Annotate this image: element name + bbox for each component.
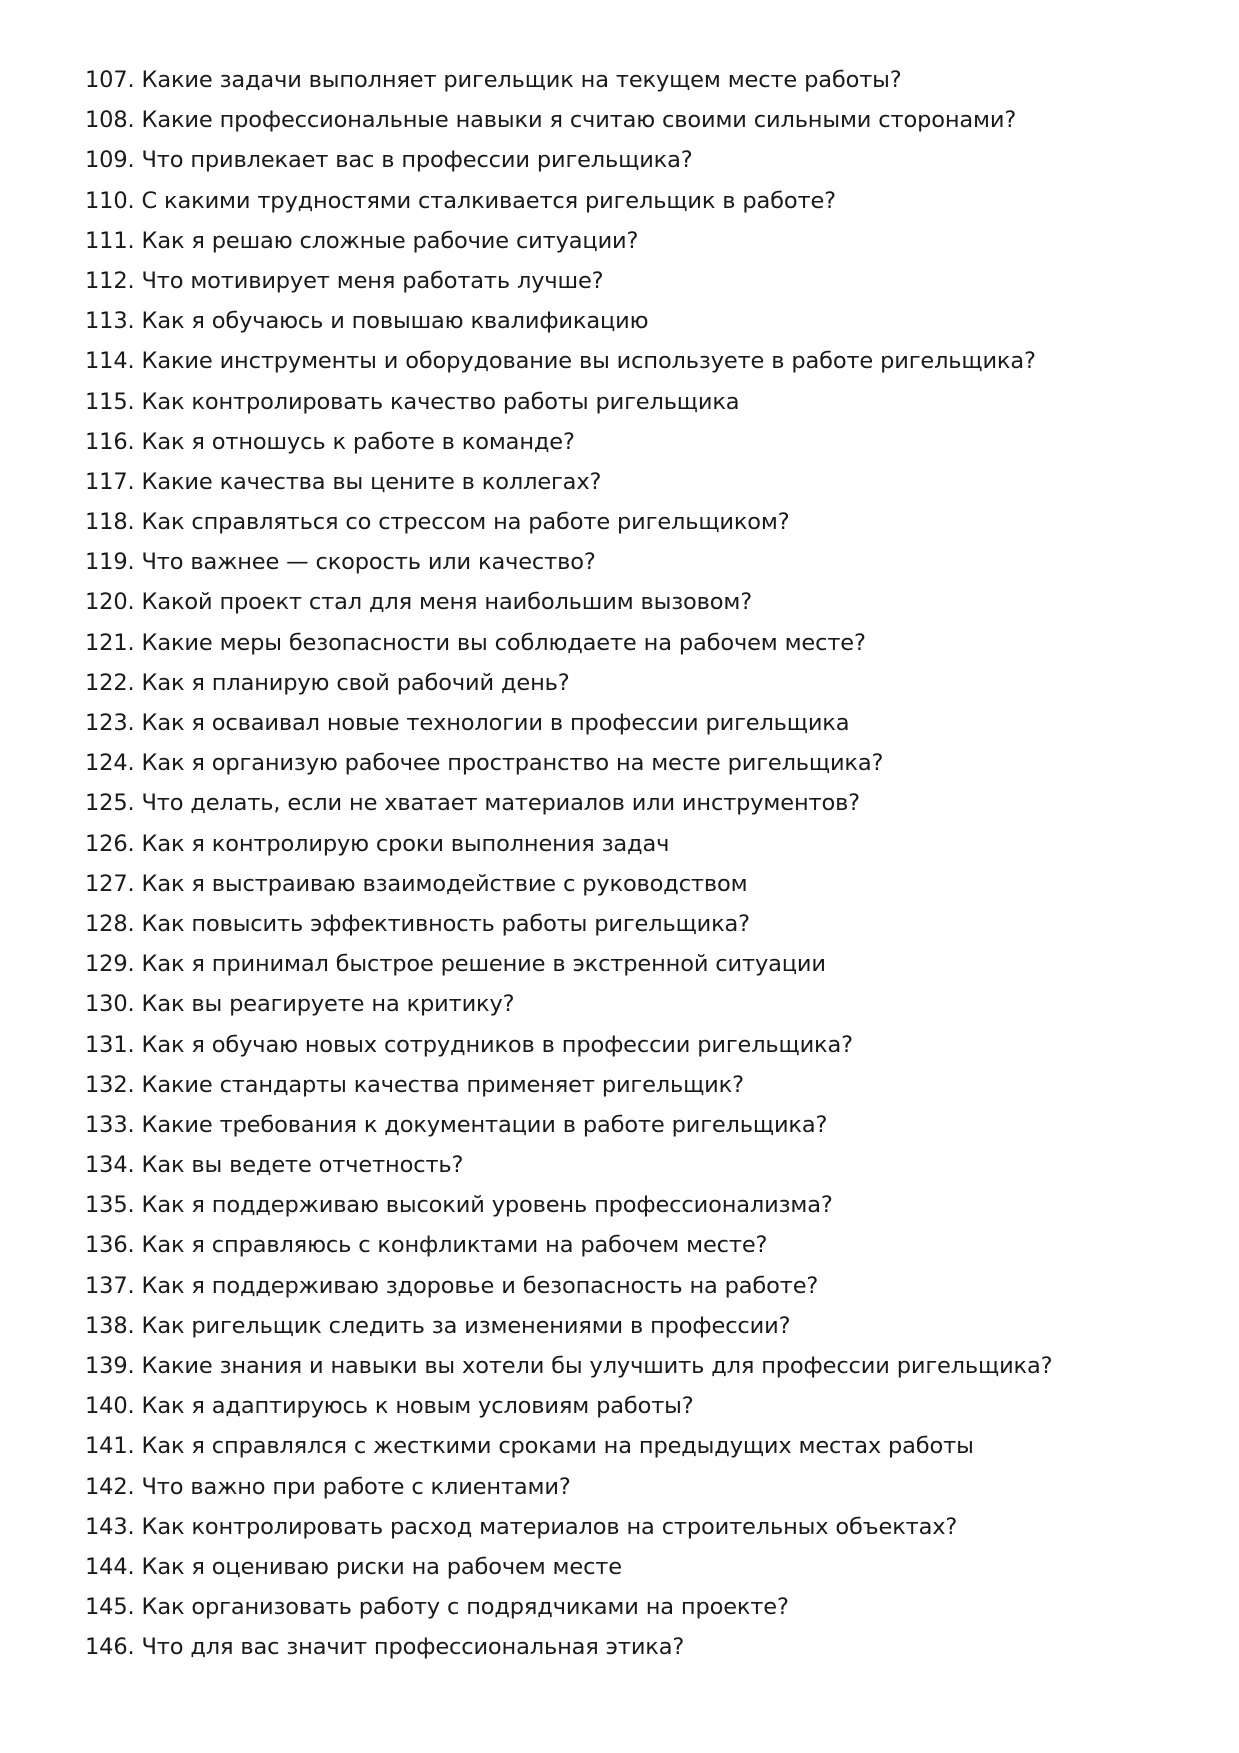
list-item: 118. Как справляться со стрессом на работе ригельщиком? [85,509,790,536]
list-item: 108. Какие профессиональные навыки я считаю своими сильными сторонами? [85,107,1017,134]
list-item: 121. Какие меры безопасности вы соблюдаете на рабочем месте? [85,629,866,656]
list-item: 117. Какие качества вы цените в коллегах? [85,468,602,495]
list-item: 137. Как я поддерживаю здоровье и безопасность на работе? [85,1272,819,1299]
list-item: 129. Как я принимал быстрое решение в экстренной ситуации [85,951,826,978]
question-list [85,60,1165,1668]
list-item: 112. Что мотивирует меня работать лучше? [85,267,604,294]
list-item: 134. Как вы ведете отчетность? [85,1152,464,1179]
list-item: 138. Как ригельщик следить за изменениями в профессии? [85,1312,791,1339]
list-item: 119. Что важнее — скорость или качество? [85,549,596,576]
list-item: 116. Как я отношусь к работе в команде? [85,428,575,455]
list-item: 143. Как контролировать расход материалов на строительных объектах? [85,1513,958,1540]
list-item: 144. Как я оцениваю риски на рабочем месте [85,1553,622,1580]
list-item: 136. Как я справляюсь с конфликтами на рабочем месте? [85,1232,768,1259]
list-item: 135. Как я поддерживаю высокий уровень профессионализма? [85,1192,833,1219]
list-item: 142. Что важно при работе с клиентами? [85,1473,571,1500]
list-item: 113. Как я обучаюсь и повышаю квалификацию [85,308,649,335]
list-item: 115. Как контролировать качество работы ригельщика [85,388,740,415]
list-item: 131. Как я обучаю новых сотрудников в профессии ригельщика? [85,1031,853,1058]
list-item: 145. Как организовать работу с подрядчиками на проекте? [85,1594,789,1621]
list-item: 123. Как я осваивал новые технологии в профессии ригельщика [85,710,850,736]
list-item: 130. Как вы реагируете на критику? [85,991,515,1018]
list-item: 141. Как я справлялся с жесткими сроками на предыдущих местах работы [85,1433,974,1460]
list-item: 146. Что для вас значит профессиональная этика? [85,1634,685,1661]
list-item: 114. Какие инструменты и оборудование вы используете в работе ригельщика? [85,348,1036,375]
list-item: 107. Какие задачи выполняет ригельщик на текущем месте работы? [85,67,902,93]
list-item: 120. Какой проект стал для меня наибольшим вызовом? [85,589,753,616]
list-item: 132. Какие стандарты качества применяет ригельщик? [85,1071,744,1098]
list-item: 128. Как повысить эффективность работы ригельщика? [85,910,750,937]
list-item: 126. Как я контролирую сроки выполнения задач [85,830,670,857]
list-item: 111. Как я решаю сложные рабочие ситуации? [85,227,639,254]
list-item: 139. Какие знания и навыки вы хотели бы улучшить для профессии ригельщика? [85,1353,1053,1379]
list-item: 127. Как я выстраиваю взаимодействие с руководством [85,870,748,897]
list-item: 124. Как я организую рабочее пространство на месте ригельщика? [85,750,884,777]
list-item: 122. Как я планирую свой рабочий день? [85,669,570,696]
list-item: 140. Как я адаптируюсь к новым условиям работы? [85,1393,694,1420]
list-item: 109. Что привлекает вас в профессии ригельщика? [85,147,693,174]
list-item: 125. Что делать, если не хватает материалов или инструментов? [85,790,860,817]
list-item: 110. С какими трудностями сталкивается ригельщик в работе? [85,187,836,214]
list-item: 133. Какие требования к документации в работе ригельщика? [85,1111,828,1138]
